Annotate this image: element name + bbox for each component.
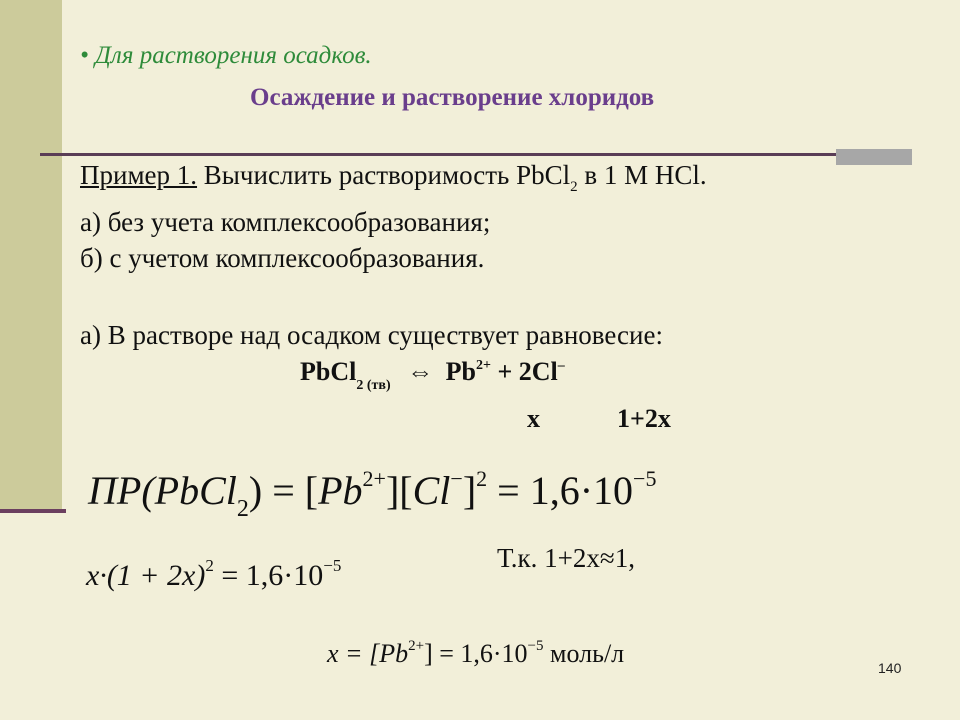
- subtitle-text: Для растворения осадков.: [95, 42, 372, 69]
- eq2-lhs: x·(1 + 2x): [86, 559, 206, 592]
- example-sub: 2: [570, 179, 578, 195]
- example-text: Вычислить растворимость PbCl: [197, 160, 571, 190]
- eq3-unit: моль/л: [543, 639, 625, 668]
- ksp-compound: PbCl: [154, 468, 237, 513]
- reaction-pb-charge: 2+: [475, 358, 491, 373]
- eq2-exponent: −5: [323, 556, 342, 575]
- item-b: б) с учетом комплексообразования.: [80, 243, 485, 273]
- ksp-formula: [88, 466, 656, 523]
- ksp-pb: Pb: [318, 468, 363, 513]
- ksp-exponent: −5: [633, 466, 657, 491]
- reaction-cl-charge: –: [557, 358, 565, 373]
- conc-cl: 1+2x: [617, 404, 671, 433]
- header-rule-accent: [836, 149, 912, 165]
- reaction-pb: Pb: [445, 357, 476, 386]
- ksp-cl: Cl: [412, 468, 451, 513]
- ksp-close: ): [248, 468, 263, 513]
- ksp-result: = 1,6·10: [487, 468, 634, 513]
- reaction-left-sub: 2 (тв): [356, 378, 391, 393]
- ksp-compound-sub: 2: [236, 496, 249, 522]
- reaction-cl: 2Cl: [518, 357, 558, 386]
- eq3-rhs: ] = 1,6·10: [424, 639, 528, 668]
- ksp-cl-charge: −: [450, 466, 463, 491]
- sidebar-divider: [0, 509, 66, 513]
- ksp-pb-charge: 2+: [362, 466, 386, 491]
- example-text-end: в 1 М HCl.: [577, 160, 707, 190]
- eq2-rhs: = 1,6·10: [213, 559, 324, 592]
- page-number: 140: [878, 660, 902, 676]
- reaction-plus: +: [490, 357, 519, 386]
- ksp-mid: ][: [385, 468, 413, 513]
- equation-2: [86, 556, 341, 593]
- reaction-left: PbCl: [300, 357, 357, 386]
- approximation-note: Т.к. 1+2x≈1,: [497, 543, 635, 573]
- equilibrium-intro: а) В растворе над осадком существует равновесие:: [80, 320, 663, 350]
- conc-x: x: [527, 404, 540, 433]
- slide-subtitle: [80, 42, 372, 70]
- sidebar-decoration: [0, 0, 62, 512]
- eq3-pb: Pb: [379, 639, 409, 668]
- reaction-equation: [300, 357, 565, 394]
- ksp-close-bracket: ]: [462, 468, 477, 513]
- item-a: а) без учета комплексообразования;: [80, 207, 491, 237]
- bullet: •: [80, 42, 89, 69]
- eq3-charge: 2+: [408, 638, 425, 654]
- example-label: Пример 1.: [80, 160, 198, 190]
- example-statement: [80, 160, 707, 196]
- eq2-power: 2: [205, 556, 214, 575]
- equation-3: [327, 638, 624, 669]
- ksp-lhs: ПР(: [88, 468, 155, 513]
- ksp-power: 2: [476, 466, 488, 491]
- slide-title: Осаждение и растворение хлоридов: [250, 84, 655, 111]
- equilibrium-arrow-icon: ⇔: [407, 357, 434, 386]
- eq3-exponent: −5: [527, 638, 544, 654]
- eq3-lhs: x = [: [327, 639, 380, 668]
- ksp-eq1: = [: [262, 468, 319, 513]
- header-rule: [40, 153, 912, 156]
